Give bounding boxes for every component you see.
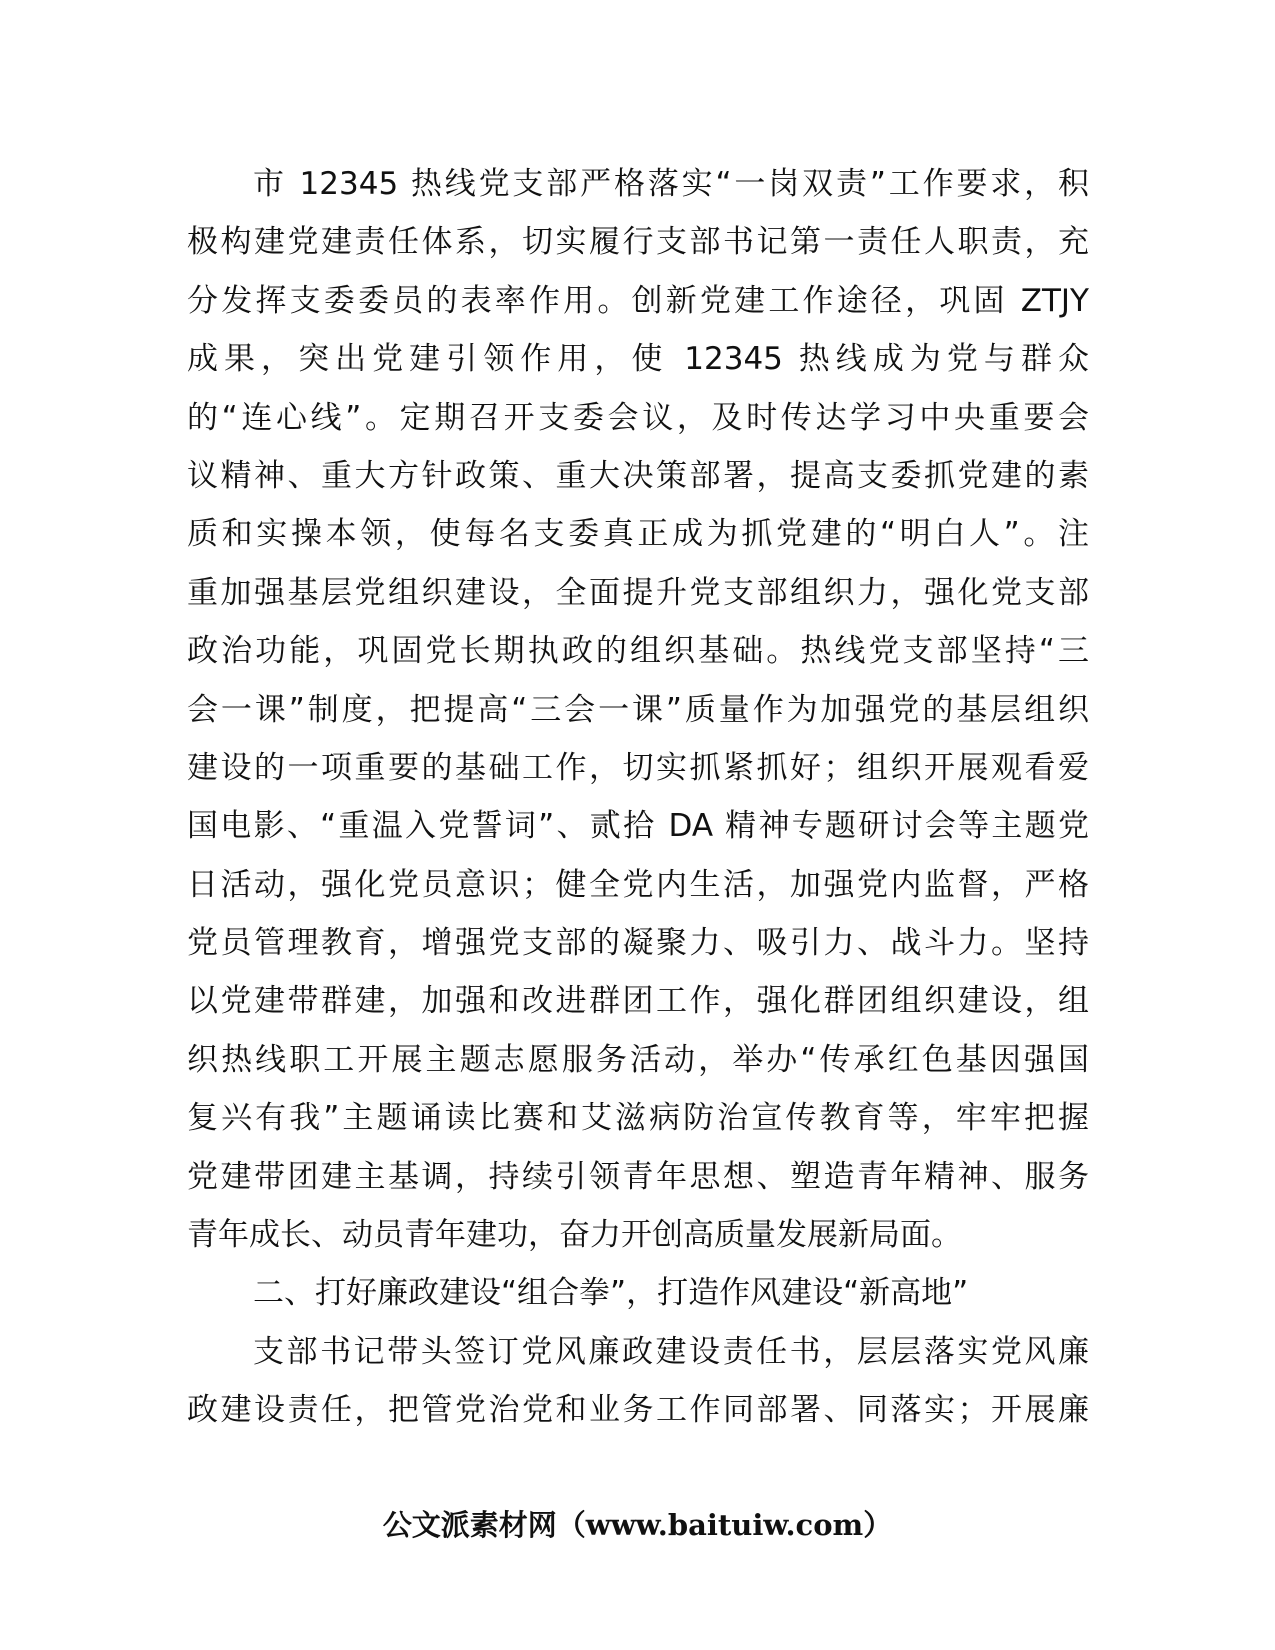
text-line: 青年成长、动员青年建功，奋力开创高质量发展新局面。 — [187, 1217, 962, 1254]
paragraph-1 — [187, 155, 1089, 1264]
text-line: 日活动，强化党员意识；健全党内生活，加强党内监督，严格 — [187, 866, 1089, 903]
body-text — [187, 155, 1089, 1440]
section-heading: 二、打好廉政建设“组合拳”，打造作风建设“新高地” — [253, 1275, 969, 1312]
text-line: 分发挥支委委员的表率作用。创新党建工作途径，巩固 ZTJY — [187, 282, 1089, 319]
paragraph-2 — [187, 1323, 1089, 1440]
text-line: 政建设责任，把管党治党和业务工作同部署、同落实；开展廉 — [187, 1392, 1089, 1429]
text-line: 的“连心线”。定期召开支委会议，及时传达学习中央重要会 — [187, 399, 1089, 436]
text-line: 极构建党建责任体系，切实履行支部书记第一责任人职责，充 — [187, 224, 1089, 261]
text-line: 重加强基层党组织建设，全面提升党支部组织力，强化党支部 — [187, 574, 1089, 611]
text-line: 市 12345 热线党支部严格落实“一岗双责”工作要求，积 — [253, 166, 1089, 202]
text-line: 织热线职工开展主题志愿服务活动，举办“传承红色基因强国 — [187, 1041, 1089, 1078]
text-line: 议精神、重大方针政策、重大决策部署，提高支委抓党建的素 — [187, 457, 1089, 494]
text-line: 会一课”制度，把提高“三会一课”质量作为加强党的基层组织 — [187, 691, 1089, 728]
text-line: 支部书记带头签订党风廉政建设责任书，层层落实党风廉 — [253, 1333, 1089, 1370]
text-line: 政治功能，巩固党长期执政的组织基础。热线党支部坚持“三 — [187, 633, 1089, 670]
text-line: 复兴有我”主题诵读比赛和艾滋病防治宣传教育等，牢牢把握 — [187, 1100, 1089, 1137]
text-line: 国电影、“重温入党誓词”、贰拾 DA 精神专题研讨会等主题党 — [187, 808, 1089, 845]
text-line: 成果，突出党建引领作用，使 12345 热线成为党与群众 — [187, 341, 1089, 378]
text-line: 质和实操本领，使每名支委真正成为抓党建的“明白人”。注 — [187, 516, 1089, 553]
text-line: 建设的一项重要的基础工作，切实抓紧抓好；组织开展观看爱 — [187, 749, 1089, 786]
text-line: 党员管理教育，增强党支部的凝聚力、吸引力、战斗力。坚持 — [187, 925, 1089, 962]
text-line: 以党建带群建，加强和改进群团工作，强化群团组织建设，组 — [187, 983, 1089, 1020]
footer-watermark: 公文派素材网（www.baituiw.com） — [382, 1508, 893, 1542]
text-line: 党建带团建主基调，持续引领青年思想、塑造青年精神、服务 — [187, 1158, 1089, 1195]
